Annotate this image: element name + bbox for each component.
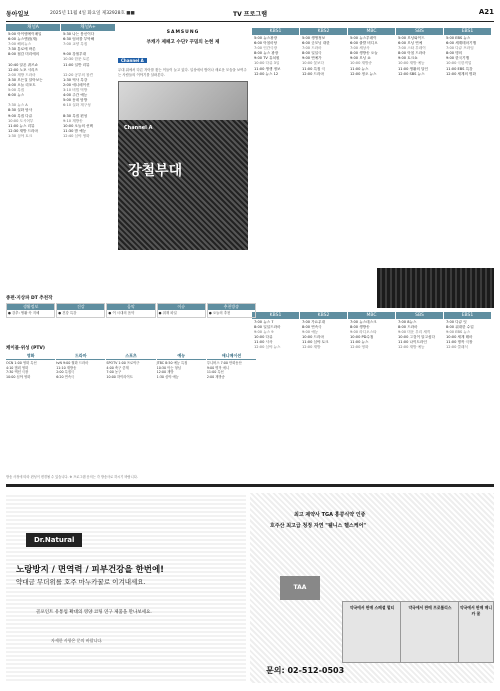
schedule-entry: 10:00 다큐 3일 — [254, 61, 280, 66]
listing-row: 9:00 강철부대 — [63, 52, 87, 57]
schedule-entry: 9:00 연예가 — [302, 56, 322, 61]
schedule-column — [348, 28, 395, 78]
schedule-entry: 6:00 세계테마기행 — [446, 41, 477, 46]
page-header — [6, 8, 494, 20]
schedule-entry: 10:00 다큐 — [254, 335, 273, 340]
recommend-cell — [6, 303, 55, 318]
schedule-entry: 12:00 뉴스 12 — [254, 71, 279, 76]
schedule-entry: 11:00 뉴스 — [350, 66, 369, 71]
schedule-entry: 10:00 재방송 — [350, 61, 372, 66]
schedule-entry: 10:00 세계 테마 — [446, 335, 473, 340]
listing-row: 9:10 재방송 — [63, 118, 83, 123]
schedule-column — [444, 28, 491, 78]
listing-row: 11:00 뉴스 리뷰 — [8, 123, 35, 128]
recommend-section — [6, 295, 256, 318]
schedule-entry: 7:00 스타 투데이 — [398, 46, 426, 51]
listing-row: 5:00 특집 — [8, 88, 25, 93]
publication-name: 동아일보 — [6, 11, 30, 18]
iptv-section — [6, 345, 256, 379]
product-1 — [342, 601, 402, 663]
listing-row: 10:30 한문 토론 — [63, 57, 90, 62]
poster-label: Channel A — [124, 125, 153, 131]
recommend-body: ● 강추: 생활 속 지혜 — [8, 311, 40, 315]
listing-row: 5:00 동네 탐방 — [63, 98, 88, 103]
schedule-entry: 12:00 SBS 뉴스 — [398, 71, 425, 76]
schedule-entry: 9:00 토크쇼 — [398, 56, 418, 61]
channel-name: 채널A — [6, 24, 60, 31]
channel-a-poster — [118, 120, 248, 250]
listing-row: 5:00 아이엠에이매일 — [8, 32, 42, 36]
schedule-column — [300, 312, 347, 352]
recommend-header: 음악 — [107, 304, 154, 310]
recommend-header: 추천방송 — [208, 304, 255, 310]
schedule-entry: 5:00 모닝와이드 — [398, 36, 425, 40]
schedule-column — [348, 312, 395, 352]
iptv-header: 드라마 — [56, 353, 105, 360]
listing-row: 6:00 뉴스 — [8, 93, 25, 98]
schedule-entry: 7:00 가요무대 — [302, 320, 326, 324]
schedule-entry: 11:00 심야 토크 — [302, 340, 329, 345]
listing-row: 12:40 심야 영화 — [63, 133, 90, 138]
schedule-entry: 9:00 라디오스타 — [350, 330, 377, 335]
listing-row: 11:30 밤 예능 — [63, 128, 87, 133]
schedule-entry: 7:00 8뉴스 — [398, 320, 417, 324]
ad-divider — [6, 484, 494, 487]
schedule-entry: 11:00 생생 정보 — [254, 66, 281, 71]
product-1-label: 약국에서 판매 스페셜 멀티 — [349, 605, 395, 610]
listing-row: 12:30 재방 드라마 — [8, 128, 38, 133]
schedule-entry: 10:00 PD수첩 — [350, 335, 374, 340]
recommend-cell — [207, 303, 256, 318]
schedule-entry: 11:00 EBS 특강 — [446, 66, 473, 71]
schedule-entry: 11:00 생활의 달인 — [398, 66, 428, 71]
schedule-entry: 9:00 뉴스 9 — [254, 330, 274, 335]
ad-fine-print: 자세한 사항은 문의 바랍니다. — [51, 638, 103, 643]
listing-row: 7:00 해외뉴스 — [8, 42, 32, 47]
listing-row: 4:00 주간 예능 — [63, 93, 88, 98]
schedule-entry: 11:00 나이트라인 — [398, 340, 427, 345]
channel-column-1 — [6, 24, 60, 140]
schedule-entry: 8:00 일일극 — [302, 51, 322, 56]
recommend-header: 생활정보 — [7, 304, 54, 310]
taa-badge: TAA — [280, 576, 320, 600]
schedule-channel-header: KBS1 — [252, 28, 299, 35]
listing-row: 10:00 오늘의 선택 — [63, 123, 93, 128]
listing-row: 1:30 심야 토크 — [8, 133, 33, 138]
schedule-entry: 12:00 재방 예능 — [398, 345, 425, 350]
schedule-column — [252, 312, 299, 352]
iptv-title: 케이블·위성 (PTV) — [6, 346, 45, 351]
recommend-header: 이슈 — [158, 304, 205, 310]
header-rule — [6, 21, 494, 22]
ad-headline: 노랑방지 / 면역력 / 피부건강을 한번에! — [16, 565, 165, 575]
listing-row: 1:30 역사 특강 — [63, 77, 88, 82]
ad-dr-natural — [6, 493, 246, 683]
schedule-entry: 9:00 TV 유치원 — [254, 56, 280, 61]
ad-subline: 약대금 무더위를 호주 마누카꿀로 이겨내세요. — [16, 578, 146, 586]
schedule-entry: 10:00 꽃보다 — [302, 61, 324, 66]
schedule-column — [396, 312, 443, 352]
schedule-entry: 7:00 다큐 프라임 — [446, 46, 474, 51]
iptv-header: 스포츠 — [106, 353, 155, 360]
schedule-entry: 11:00 뉴스 — [350, 340, 369, 345]
schedule-entry: 9:00 모닝 쇼 — [350, 56, 371, 61]
recommend-header: 건강 — [57, 304, 104, 310]
schedule-entry: 5:00 EBS 뉴스 — [446, 36, 471, 40]
product-3-label: 약국에서 판매 매니카 꿀 — [460, 605, 492, 616]
listing-row: 9:00 특집 다큐 — [8, 113, 33, 118]
schedule-entry: 5:00 뉴스광장 — [254, 36, 278, 40]
recommend-cell — [157, 303, 206, 318]
iptv-listing: SPOTV 1:00 프로야구 4:00 축구 중계 7:00 농구 10:00 하이라이트 — [106, 361, 140, 379]
promo-brand: SAMSUNG — [166, 30, 200, 35]
schedule-entry: 8:00 뉴스 광장 — [254, 51, 279, 56]
schedule-channel-header: EBS1 — [444, 312, 491, 319]
iptv-header: 애니메이션 — [207, 353, 256, 360]
listing-row: 3:30 모든걸 알아보는 — [8, 77, 43, 82]
schedule-entry: 12:00 클래식 — [446, 345, 468, 350]
schedule-column — [300, 28, 347, 78]
iptv-listing: tvN 9:00 월화 드라마 11:10 재방송 2:00 특집극 6:20 연속극 — [56, 361, 89, 379]
listing-row: 8:30 특집 편성 — [63, 113, 88, 118]
schedule-entry: 11:00 명작 극장 — [446, 340, 473, 345]
schedule-entry: 8:00 명의 — [446, 51, 463, 56]
listing-row: 6:10 실화 재구성 — [63, 103, 91, 108]
schedule-channel-header: EBS1 — [444, 28, 491, 35]
schedule-entry: 5:00 생생정보 — [302, 36, 326, 40]
ad-note: 골포인트 유통업 확대의 영양 코팅 연구 제품을 만나보세요. — [36, 610, 152, 615]
schedule-entry: 8:00 연속극 — [302, 325, 322, 330]
schedule-entry: 7:00 인간극장 — [254, 46, 278, 51]
recommend-table — [6, 303, 256, 318]
issue-date: 2025년 11월 4일 화요일 제32928호 ■■ — [50, 11, 135, 16]
schedule-entry: 9:00 미운 우리 새끼 — [398, 330, 431, 335]
ad-title-1: 최고 제약사 TGA 홍콩식약 인증 — [294, 512, 366, 518]
listing-row: 2:00 애니메이션 — [63, 82, 90, 87]
poster-title: 강철부대 — [128, 163, 183, 179]
iptv-table — [6, 353, 256, 379]
iptv-cell — [157, 353, 206, 379]
schedule-channel-header: MBC — [348, 28, 395, 35]
ad-title-2: 호주산 최고급 청정 자연 "웰니스 헬스케어" — [270, 523, 367, 529]
iptv-listing: JTBC 8:50 예능 특집 10:30 아는 형님 12:00 재방 1:30 심야 예능 — [156, 361, 188, 379]
schedule-entry: 7:00 세상사 — [350, 46, 370, 51]
recommend-body: ● 건강 특강 — [58, 311, 77, 315]
listing-row: 6:30 엄마를 부탁해 — [63, 37, 95, 42]
channel-listings-2 — [61, 31, 115, 140]
schedule-channel-header: SBS — [396, 28, 443, 35]
schedule-entry: 7:00 뉴스데스크 — [350, 320, 377, 324]
schedule-entry: 12:00 세계의 명화 — [446, 71, 476, 76]
iptv-header: 영화 — [6, 353, 55, 360]
schedule-entry: 8:00 생방송 오늘 — [350, 51, 378, 56]
schedule-entry: 6:00 출발 비디오 — [350, 41, 378, 46]
contact-phone: 문의: 02-512-0503 — [266, 666, 345, 675]
product-3 — [458, 601, 494, 663]
footer-note: 방송 사정에 따라 편성이 변경될 수 있습니다. ※ 프로그램 문의는 각 방송사로 하시기 바랍니다. — [6, 475, 138, 479]
listing-row: 8:00 접감 미리에의 — [8, 52, 40, 57]
schedule-entry: 12:00 정오 뉴스 — [350, 71, 377, 76]
listing-row: 5:30 나는 몸신이다 — [63, 32, 95, 36]
ad-health-products — [250, 493, 494, 683]
schedule-entry: 8:00 드라마 — [398, 325, 418, 330]
schedule-column — [444, 312, 491, 352]
schedule-entry: 9:00 한국기행 — [446, 56, 470, 61]
iptv-cell — [56, 353, 105, 379]
listing-row: 2:00 재방 드라마 — [8, 72, 36, 77]
section-title: TV 프로그램 — [232, 11, 267, 18]
listing-row: 3:10 비법 먹방 — [63, 88, 88, 93]
schedule-entry: 10:00 드라마 — [302, 335, 324, 340]
schedule-entry: 5:00 뉴스투데이 — [350, 36, 377, 40]
schedule-entry: 8:00 일일드라마 — [254, 325, 281, 330]
listing-row: 10:00 도시어부 — [8, 118, 34, 123]
recommend-body: ● 취재 파일 — [158, 311, 177, 315]
listing-row: 7:30 통로에 바른 — [8, 47, 36, 52]
schedule-entry: 9:00 EBS 뉴스 — [446, 330, 471, 335]
schedule-column — [396, 28, 443, 78]
channel-column-2 — [61, 24, 115, 140]
listing-row: 12:20 공부의 참견 — [63, 72, 93, 77]
schedule-entry: 10:00 극한직업 — [446, 61, 472, 66]
schedule-entry: 7:00 드라마 — [302, 46, 322, 51]
schedule-entry: 10:00 재방 예능 — [398, 61, 425, 66]
channel-a-banner — [377, 268, 494, 308]
iptv-cell — [106, 353, 155, 379]
listing-row: 4:00 오늘 리포트 — [8, 82, 36, 87]
iptv-header: 예능 — [157, 353, 206, 360]
schedule-entry: 6:00 굿모닝 대한 — [302, 41, 330, 46]
schedule-entry: 12:00 영화 — [350, 345, 369, 350]
listing-row: 7:00 교양 특집 — [63, 42, 88, 47]
page-number: A21 — [478, 8, 494, 16]
product-2 — [400, 601, 460, 663]
schedule-channel-header: KBS1 — [252, 312, 299, 319]
listing-row: 10:40 알폰 퀴즈쇼 — [8, 62, 38, 67]
channel-listings-1 — [6, 31, 60, 140]
schedule-channel-header: KBS2 — [300, 312, 347, 319]
schedule-entry: 8:00 아침 드라마 — [398, 51, 426, 56]
iptv-listing: 투니버스 7:00 만화동산 9:00 명작 애니 11:00 특선 2:00 재방송 — [206, 361, 242, 379]
schedule-entry: 8:00 위대한 수업 — [446, 325, 474, 330]
dr-natural-logo: Dr.Natural — [26, 533, 82, 547]
schedule-entry: 7:00 뉴스 7 — [254, 320, 274, 324]
schedule-entry: 10:00 그것이 알고싶다 — [398, 335, 435, 340]
iptv-cell — [6, 353, 55, 379]
iptv-cell — [207, 353, 256, 379]
schedule-grid-top — [252, 28, 494, 78]
listing-row: 12:00 노포 시리즈 — [8, 67, 38, 72]
channel-logo: Channel A — [118, 58, 147, 63]
schedule-entry: 12:00 재방 — [302, 345, 321, 350]
schedule-entry: 11:00 시사 — [254, 340, 273, 345]
schedule-entry: 7:00 다큐 잇 — [446, 320, 467, 324]
schedule-channel-header: MBC — [348, 312, 395, 319]
promo-title: 부캐가 제패고 수단? 꾸밈의 논현 제 — [146, 40, 220, 45]
schedule-entry: 12:00 드라마 — [302, 71, 324, 76]
listing-row: 7:30 뉴스 A — [8, 103, 28, 108]
schedule-entry: 11:00 특집 극 — [302, 66, 326, 71]
schedule-column — [252, 28, 299, 78]
schedule-entry: 12:00 심야 뉴스 — [254, 345, 281, 350]
schedule-entry: 6:00 아침마당 — [254, 41, 278, 46]
listing-row: 6:00 뉴스앤잡(재) — [8, 37, 38, 42]
promo-text: 무대 위에서 다른 자아를 찾는 이들이 늘고 있다. 일상에서 벗어나 새로운 모습을 보여주는 사람들의 이야기를 살펴본다. — [118, 68, 247, 77]
schedule-grid-bottom — [252, 312, 494, 352]
listing-row: 8:30 실화 탐사 — [8, 108, 33, 113]
product-2-label: 약국에서 판매 프로폴리스 — [408, 605, 452, 610]
recommend-title: 종편·지상파 DT 추천작 — [6, 296, 53, 301]
recommend-body: ● 오늘의 추천 — [208, 311, 231, 315]
schedule-channel-header: KBS2 — [300, 28, 347, 35]
recommend-cell — [106, 303, 155, 318]
recommend-cell — [56, 303, 105, 318]
iptv-listing: OCN 1:00 영화 특선 4:10 범죄 영화 7:30 액션 극장 10:00 심야 영화 — [6, 361, 37, 379]
schedule-channel-header: SBS — [396, 312, 443, 319]
schedule-entry: 6:00 모닝 연예 — [398, 41, 423, 46]
schedule-entry: 9:00 예능 — [302, 330, 319, 335]
schedule-entry: 8:00 생방송 — [350, 325, 370, 330]
listing-row: 11:00 일반 리뷰 — [63, 62, 90, 67]
channel-name: 채널A+ — [61, 24, 115, 31]
recommend-body: ● 이 시대의 음악 — [108, 311, 135, 315]
